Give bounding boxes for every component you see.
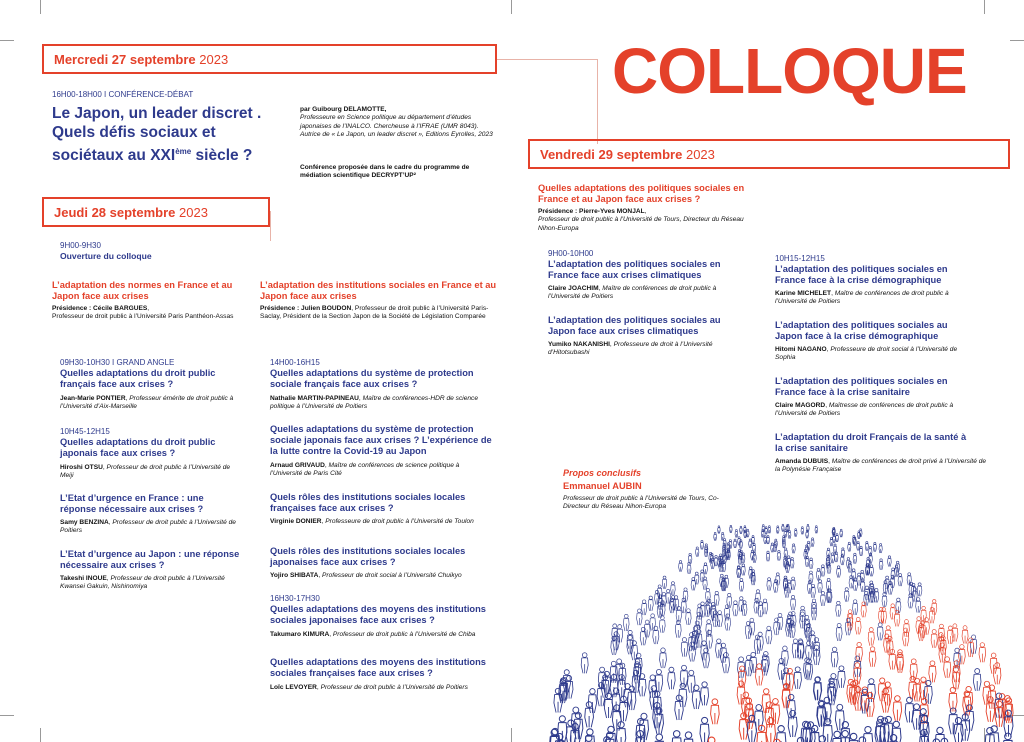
session-time: 9H00-10H00 xyxy=(548,249,594,258)
decorative-rule xyxy=(597,59,598,144)
opening-time: 9H00-9H30 xyxy=(60,241,101,250)
crop-mark xyxy=(1010,40,1024,41)
day-label: Mercredi 27 septembre xyxy=(54,52,196,67)
day-header-thursday: Jeudi 28 septembre 2023 xyxy=(42,197,270,227)
crop-mark xyxy=(40,728,41,742)
keynote-note: Conférence proposée dans le cadre du programme de médiation scientifique DECRYPT’UP² xyxy=(300,164,470,180)
keynote-title: Le Japon, un leader discret . Quels défis sociaux et sociétaux au XXIème siècle ? xyxy=(52,105,262,165)
decorative-rule xyxy=(270,211,271,241)
day-year: 2023 xyxy=(199,52,229,67)
session-president: Présidence : Cécile BARGUES, Professeur de droit public à l’Université Paris Panthéon-Assas xyxy=(52,305,234,321)
day-header-friday: Vendredi 29 septembre 2023 xyxy=(528,139,1010,169)
crowd-illustration xyxy=(540,505,1024,742)
session-title: L’adaptation des normes en France et au Japon face aux crises xyxy=(52,280,233,301)
crop-mark xyxy=(511,728,512,742)
crop-mark xyxy=(40,0,41,14)
crop-mark xyxy=(0,40,14,41)
closing-label: Propos conclusifs xyxy=(563,468,642,478)
closing-speaker-name: Emmanuel AUBIN xyxy=(563,481,642,491)
session-president: Présidence : Julien BOUDON, Professeur de droit public à l’Université Paris-Saclay, Président de la Section Japon de la Société de Législation Comparée xyxy=(260,305,489,321)
page-title: COLLOQUE xyxy=(612,35,967,107)
crop-mark xyxy=(0,715,14,716)
keynote-speaker: par Guibourg DELAMOTTE, Professeure en Science politique au département d’études japonaises de l’INALCO. Chercheuse à l’IFRAE (UMR 8043). Autrice de « Le Japon, un leader discret », Editions Eyrolles, 2023 xyxy=(300,106,493,138)
session-time: 16H00-18H00 I CONFÉRENCE-DÉBAT xyxy=(52,90,194,99)
crop-mark xyxy=(511,0,512,14)
decorative-rule xyxy=(497,59,597,60)
session-time: 10H15-12H15 xyxy=(775,254,825,263)
day-header-wednesday xyxy=(42,44,497,74)
session-president: Présidence : Pierre-Yves MONJAL, Professeur de droit public à l’Université de Tours, Directeur du Réseau Nihon-Europa xyxy=(538,208,744,232)
session-title: L’adaptation des institutions sociales en France et au Japon face aux crises xyxy=(260,280,497,301)
opening-title: Ouverture du colloque xyxy=(60,251,152,261)
closing-speaker-desc: Professeur de droit public à l’Université de Tours, Co-Directeur du Réseau Nihon-Europa xyxy=(563,495,719,511)
crop-mark xyxy=(984,0,985,14)
session-title: Quelles adaptations des politiques sociales en France et au Japon face aux crises ? xyxy=(538,183,745,204)
